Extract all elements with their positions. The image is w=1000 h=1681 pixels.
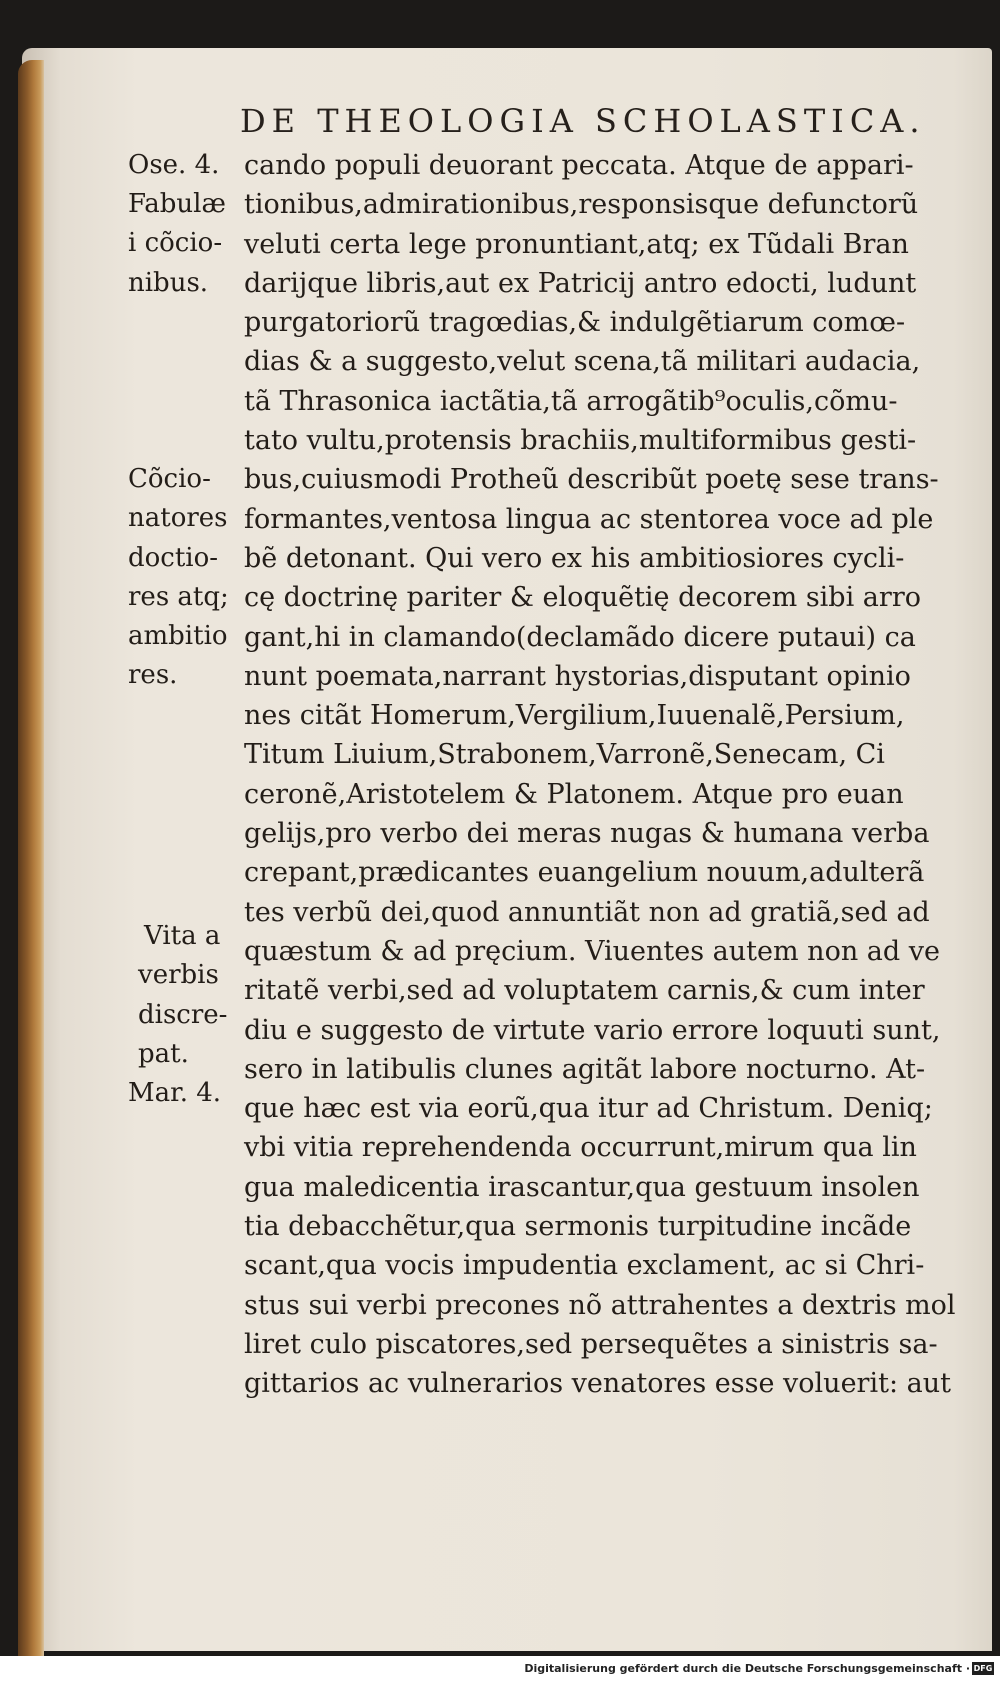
text-line: tato vultu,protensis brachiis,multiformibus gesti- (244, 425, 917, 457)
gloss-line: natores (128, 503, 228, 534)
text-line: veluti certa lege pronuntiant,atq; ex Tũdali Bran (244, 228, 909, 260)
text-line: Titum Liuium,Strabonem,Varronẽ,Senecam, Ci (244, 739, 885, 771)
text-line: que hæc est via eorũ,qua itur ad Christum. Deniq; (244, 1093, 933, 1125)
text-line: diu e suggesto de virtute vario errore loquuti sunt, (244, 1014, 941, 1046)
text-line: cę doctrinę pariter & eloquẽtię decorem sibi arro (244, 582, 921, 614)
text-line: purgatoriorũ tragœdias,& indulgẽtiarum comœ- (244, 307, 906, 339)
text-line: ceronẽ,Aristotelem & Platonem. Atque pro euan (244, 778, 904, 810)
gloss-line: verbis (138, 960, 219, 991)
gloss-line: res. (128, 660, 178, 691)
text-line: liret culo piscatores,sed persequẽtes a sinistris sa- (244, 1328, 938, 1360)
text-line: gant,hi in clamando(declamãdo dicere putaui) ca (244, 621, 916, 653)
text-line: scant,qua vocis impudentia exclament, ac si Chri- (244, 1250, 925, 1282)
gloss-line: discre- (138, 999, 228, 1030)
dfg-logo-icon: DFG (973, 1664, 993, 1673)
gloss-line: res atq; (128, 581, 229, 612)
text-line: ritatẽ verbi,sed ad voluptatem carnis,& cum inter (244, 975, 925, 1007)
gloss-line: Fabulæ (128, 189, 226, 219)
text-line: tionibus,admirationibus,responsisque defunctorũ (244, 189, 919, 221)
text-line: nes citãt Homerum,Vergilium,Iuuenalẽ,Persium, (244, 700, 905, 732)
text-line: darijque libris,aut ex Patricij antro edocti, ludunt (244, 267, 917, 299)
text-line: cando populi deuorant peccata. Atque de appari- (244, 150, 914, 181)
text-line: tia debacchẽtur,qua sermonis turpitudine incãde (244, 1211, 912, 1243)
gloss-line: i cõcio- (128, 228, 223, 259)
gloss-line: Cõcio- (128, 464, 211, 494)
text-line: quæstum & ad pręcium. Viuentes autem non ad ve (244, 935, 940, 967)
text-line: gittarios ac vulnerarios venatores esse voluerit: aut (244, 1368, 951, 1400)
gloss-line: pat. (138, 1038, 189, 1069)
text-line: tes verbũ dei,quod annuntiãt non ad gratiã,sed ad (244, 896, 930, 928)
running-head: DE THEOLOGIA SCHOLASTICA. (240, 102, 926, 140)
digitization-credit: Digitalisierung gefördert durch die Deutsche Forschungsgemeinschaft · (524, 1662, 970, 1675)
text-line: crepant,prædicantes euangelium nouum,adulterã (244, 857, 925, 889)
margin-gloss-concionatores (128, 460, 240, 696)
text-line: dias & a suggesto,velut scena,tã militari audacia, (244, 346, 921, 378)
text-line: bus,cuiusmodi Protheũ describũt poetę sese trans- (244, 464, 939, 496)
text-line: vbi vitia reprehendenda occurrunt,mirum qua lin (244, 1132, 917, 1164)
body-text (244, 146, 956, 1404)
margin-gloss-fabulae (128, 185, 240, 303)
margin-gloss-vita (128, 917, 240, 1113)
gloss-line: ambitio (128, 621, 228, 652)
text-line: gelijs,pro verbo dei meras nugas & humana verba (244, 818, 930, 850)
text-line: bẽ detonant. Qui vero ex his ambitiosiores cycli- (244, 542, 905, 574)
page-binding-edge (18, 60, 44, 1656)
gloss-line: Mar. 4. (128, 1078, 222, 1109)
gloss-line: Vita a (144, 921, 221, 951)
text-line: nunt poemata,narrant hystorias,disputant opinio (244, 660, 911, 692)
text-line: tã Thrasonica iactãtia,tã arrogãtib⁹oculis,cõmu- (244, 385, 898, 417)
margin-gloss-ose (128, 146, 240, 185)
text-line: gua maledicentia irascantur,qua gestuum insolen (244, 1171, 920, 1203)
text-line: sero in latibulis clunes agitãt labore nocturno. At- (244, 1053, 926, 1085)
text-line: formantes,ventosa lingua ac stentorea voce ad ple (244, 503, 934, 535)
gloss-line: nibus. (128, 267, 209, 298)
text-line: stus sui verbi precones nõ attrahentes a dextris mol (244, 1289, 956, 1321)
gloss-line: doctio- (128, 542, 219, 573)
gloss-line: Ose. 4. (128, 150, 220, 180)
